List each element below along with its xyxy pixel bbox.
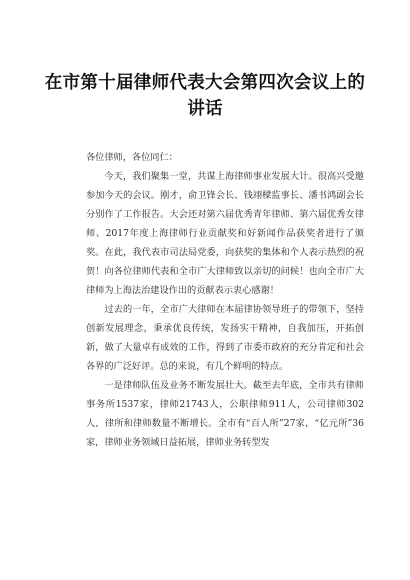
body-paragraph-1: 今天，我们聚集一堂，共谋上海律师事业发展大计。很高兴受邀参加今天的会议。刚才，俞卫锋会长、钱翊樑监事长、潘书鸿副会长分别作了工作报告。大会还对第六届优秀青年律师、第六届优秀女律师、2017年度上海律师行业贡献奖和好新闻作品获奖者进行了颁奖。在此，我代表市司法局党委，向获奖的集体和个人表示热烈的祝贺！向各位律师代表和全市广大律师致以亲切的问候！也向全市广大律师为上海法治建设作出的贡献表示衷心感谢！ — [86, 171, 364, 296]
salutation: 各位律师，各位同仁： — [86, 152, 178, 163]
body-paragraph-3: 一是律师队伍及业务不断发展壮大。截至去年底，全市共有律师事务所1537家，律师21743人，公职律师911人，公司律师302人，律所和律师数量不断增长。全市有“百人所”27家，“亿元所”36家，律师业务领域日益拓展，律师业务转型发 — [86, 380, 364, 448]
body-paragraph-2: 过去的一年，全市广大律师在本届律协领导班子的带领下，坚持创新发展理念，秉承优良传统，发扬实干精神，自我加压，开拓创新，做了大量卓有成效的工作，得到了市委市政府的充分肯定和社会各界的广泛好评。总的来说，有几个鲜明的特点。 — [86, 304, 364, 372]
document-title: 在市第十届律师代表大会第四次会议上的讲话 — [44, 73, 366, 119]
document-body — [86, 148, 364, 452]
